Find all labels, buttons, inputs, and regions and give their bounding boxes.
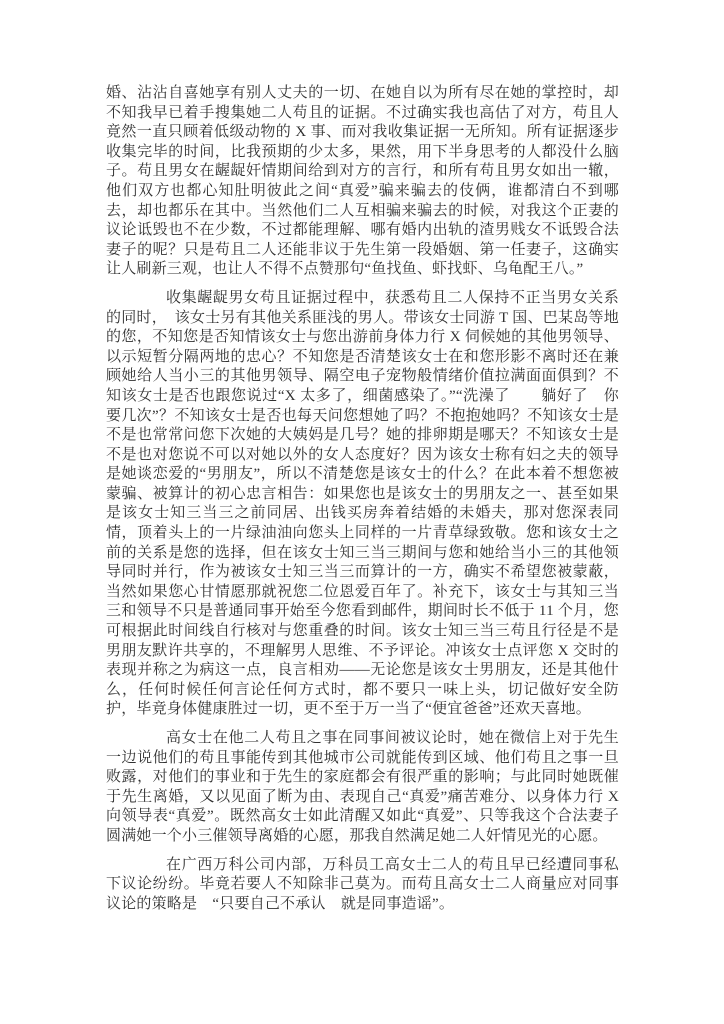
paragraph-company-gossip: 在广西万科公司内部，万科员工高女士二人的苟且早已经遭同事私下议论纷纷。毕竟若要人不知除非己莫为。而苟且高女士二人商量应对同事议论的策略是 “只要自己不承认 就是同事造谣”。 [106, 856, 619, 912]
document-text-block [106, 84, 619, 914]
paragraph-continuation: 婚、沾沾自喜她享有别人丈夫的一切、在她自以为所有尽在她的掌控时，却不知我早已着手搜集她二人苟且的证据。不过确实我也高估了对方，苟且人竟然一直只顾着低级动物的 X 事、而对我收集证据一无所知。所有证据逐步收集完毕的时间，比我预期的少太多，果然，用下半身思考的人都没什么脑子。苟且男女在龌龊奸情期间给到对方的言行，和所有苟且男女如出一辙，他们双方也都心知肚明彼此之间“真爱”骗来骗去的伎俩，谁都清白不到哪去，却也都乐在其中。当然他们二人互相骗来骗去的时候，对我这个正妻的议论诋毁也不在少数，不过都能理解、哪有婚内出轨的渣男贱女不诋毁合法妻子的呢？只是苟且二人还能非议于先生第一段婚姻、第一任妻子，这确实让人刷新三观，也让人不得不点赞那句“鱼找鱼、虾找虾、乌龟配王八。” [106, 85, 619, 278]
paragraph-wechat-discussion: 高女士在他二人苟且之事在同事间被议论时，她在微信上对于先生一边说他们的苟且事能传到其他城市公司就能传到区域、他们苟且之事一旦败露，对他们的事业和于先生的家庭都会有很严重的影响；与此同时她既催于先生离婚，又以见面了断为由、表现自己“真爱”痛苦难分、以身体力行 X 向领导表“真爱”。既然高女士如此清醒又如此“真爱”、只等我这个合法妻子圆满她一个小三催领导离婚的心愿，那我自然满足她二人奸情见光的心愿。 [106, 730, 619, 844]
paragraph-evidence-collection: 收集龌龊男女苟且证据过程中，获悉苟且二人保持不正当男女关系的同时， 该女士另有其他关系匪浅的男人。带该女士同游 T 国、巴某岛等地的您，不知您是否知情该女士与您出游前身体力行 X 伺候她的其他男领导、以示短暂分隔两地的忠心？不知您是否清楚该女士在和您形影不离时还在兼顾她给人当小三的其他男领导、隔空电子宠物般情绪价值拉满面面俱到？不知该女士是否也跟您说过“X 太多了，细菌感染了。”“洗澡了 躺好了 你要几次”？不知该女士是否也每天问您想她了吗？不抱抱她吗？不知该女士是不是也常常问您下次她的大姨妈是几号？她的排卵期是哪天？不知该女士是不是也对您说不可以对她以外的女人态度好？因为该女士称有妇之夫的领导是她谈恋爱的“男朋友”，所以不清楚您是该女士的什么？在此本着不想您被蒙骗、被算计的初心忠言相告：如果您也是该女士的男朋友之一、甚至如果是该女士知三当三之前同居、出钱买房奔着结婚的未婚夫，那对您深表同情，顶着头上的一片绿油油向您头上同样的一片青草绿致敬。您和该女士之前的关系是您的选择，但在该女士知三当三期间与您和她给当小三的其他领导同时并行，作为被该女士知三当三而算计的一方，确实不希望您被蒙蔽，当然如果您心甘情愿那就祝您二位恩爱百年了。补充下，该女士与其知三当三和领导不只是普通同事开始至今您看到邮件，期间时长不低于 11 个月，您可根据此时间线自行核对与您重叠的时间。该女士知三当三苟且行径是不是男朋友默许共享的，不理解男人思维、不予评论。冲该女士点评您 X 交时的表现并称之为病这一点，良言相劝——无论您是该女士男朋友，还是其他什么，任何时候任何言论任何方式时，都不要只一味上头，切记做好安全防护，毕竟身体健康胜过一切，更不至于万一当了“便宜爸爸”还欢天喜地。 [106, 289, 619, 718]
